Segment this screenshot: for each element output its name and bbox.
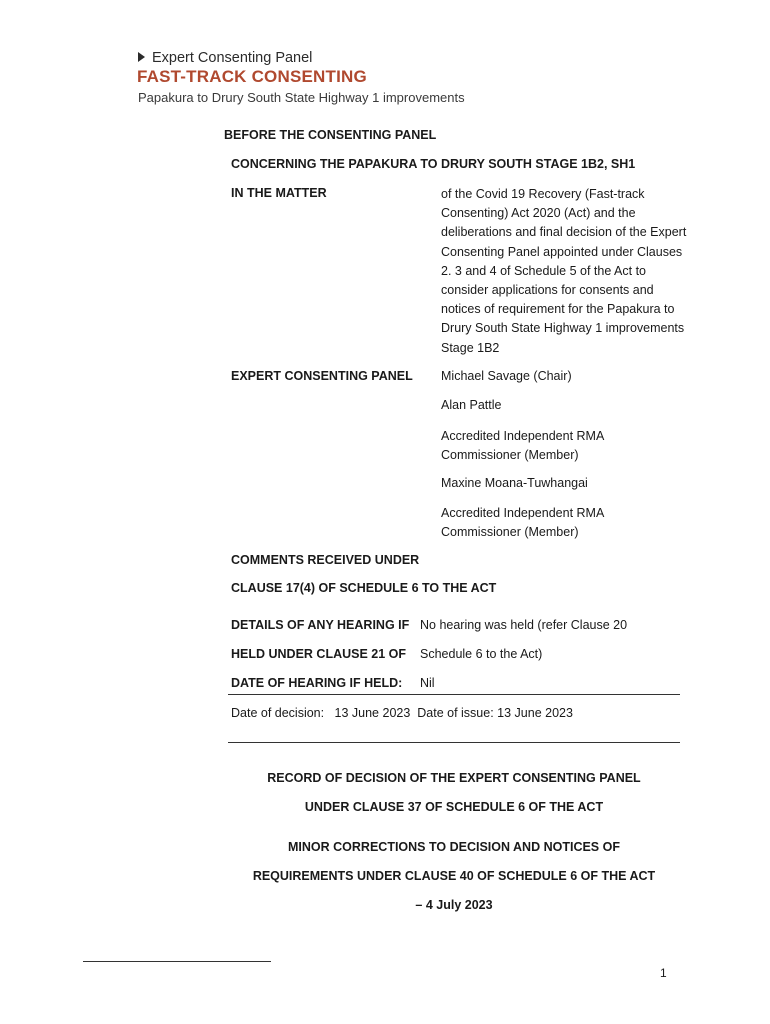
panel-label: EXPERT CONSENTING PANEL <box>231 369 413 383</box>
logo-subtitle: Papakura to Drury South State Highway 1 improvements <box>138 90 465 105</box>
logo-top-line <box>138 50 312 66</box>
logo-top-text: Expert Consenting Panel <box>152 50 313 66</box>
before-heading: BEFORE THE CONSENTING PANEL <box>224 128 437 142</box>
hearing-label-1: DETAILS OF ANY HEARING IF <box>231 618 410 632</box>
record-date: – 4 July 2023 <box>415 898 493 912</box>
hearing-value-2: Schedule 6 to the Act) <box>420 647 543 661</box>
footnote-separator <box>83 961 271 962</box>
record-title-line-1: RECORD OF DECISION OF THE EXPERT CONSENTING PANEL <box>267 771 641 785</box>
issue-date-label: Date of issue: <box>417 706 494 720</box>
decision-date-value: 13 June 2023 <box>334 706 411 720</box>
decision-date <box>231 706 573 720</box>
hearing-date-label: DATE OF HEARING IF HELD: <box>231 676 403 690</box>
logo-title: FAST-TRACK CONSENTING <box>137 67 367 86</box>
concerning-heading: CONCERNING THE PAPAKURA TO DRURY SOUTH STAGE 1B2, SH1 <box>231 157 636 171</box>
triangle-bullet-icon <box>138 52 145 62</box>
panel-member-3: Maxine Moana-Tuwhangai <box>441 476 588 490</box>
panel-member-2: Alan Pattle <box>441 398 502 412</box>
decision-date-label: Date of decision: <box>231 706 325 720</box>
panel-member-2-role: Accredited Independent RMA Commissioner (Member) <box>441 429 604 463</box>
divider-line <box>228 694 680 695</box>
in-the-matter-label: IN THE MATTER <box>231 186 327 200</box>
comments-line-2: CLAUSE 17(4) OF SCHEDULE 6 TO THE ACT <box>231 581 497 595</box>
hearing-label-2: HELD UNDER CLAUSE 21 OF <box>231 647 407 661</box>
record-title-line-4: REQUIREMENTS UNDER CLAUSE 40 OF SCHEDULE 6 OF THE ACT <box>252 869 656 883</box>
page-number: 1 <box>660 966 667 980</box>
record-title-line-3: MINOR CORRECTIONS TO DECISION AND NOTICES OF <box>288 840 620 854</box>
issue-date-value: 13 June 2023 <box>497 706 573 720</box>
in-the-matter-text: of the Covid 19 Recovery (Fast-track Consenting) Act 2020 (Act) and the deliberations and final decision of the Expert Consenting Panel appointed under Clauses 2. 3 and 4 of Schedule 5 of the Act to consider applications for consents and notices of requirement for the Papakura to Drury South State Highway 1 improvements Stage 1B2 <box>441 187 687 355</box>
panel-member-chair: Michael Savage (Chair) <box>441 369 572 383</box>
comments-line-1: COMMENTS RECEIVED UNDER <box>231 553 420 567</box>
hearing-date-value: Nil <box>420 676 435 690</box>
panel-member-3-role: Accredited Independent RMA Commissioner (Member) <box>441 506 604 540</box>
record-title-line-2: UNDER CLAUSE 37 OF SCHEDULE 6 OF THE ACT <box>304 800 604 814</box>
divider-line <box>228 742 680 743</box>
hearing-value-1: No hearing was held (refer Clause 20 <box>420 618 628 632</box>
